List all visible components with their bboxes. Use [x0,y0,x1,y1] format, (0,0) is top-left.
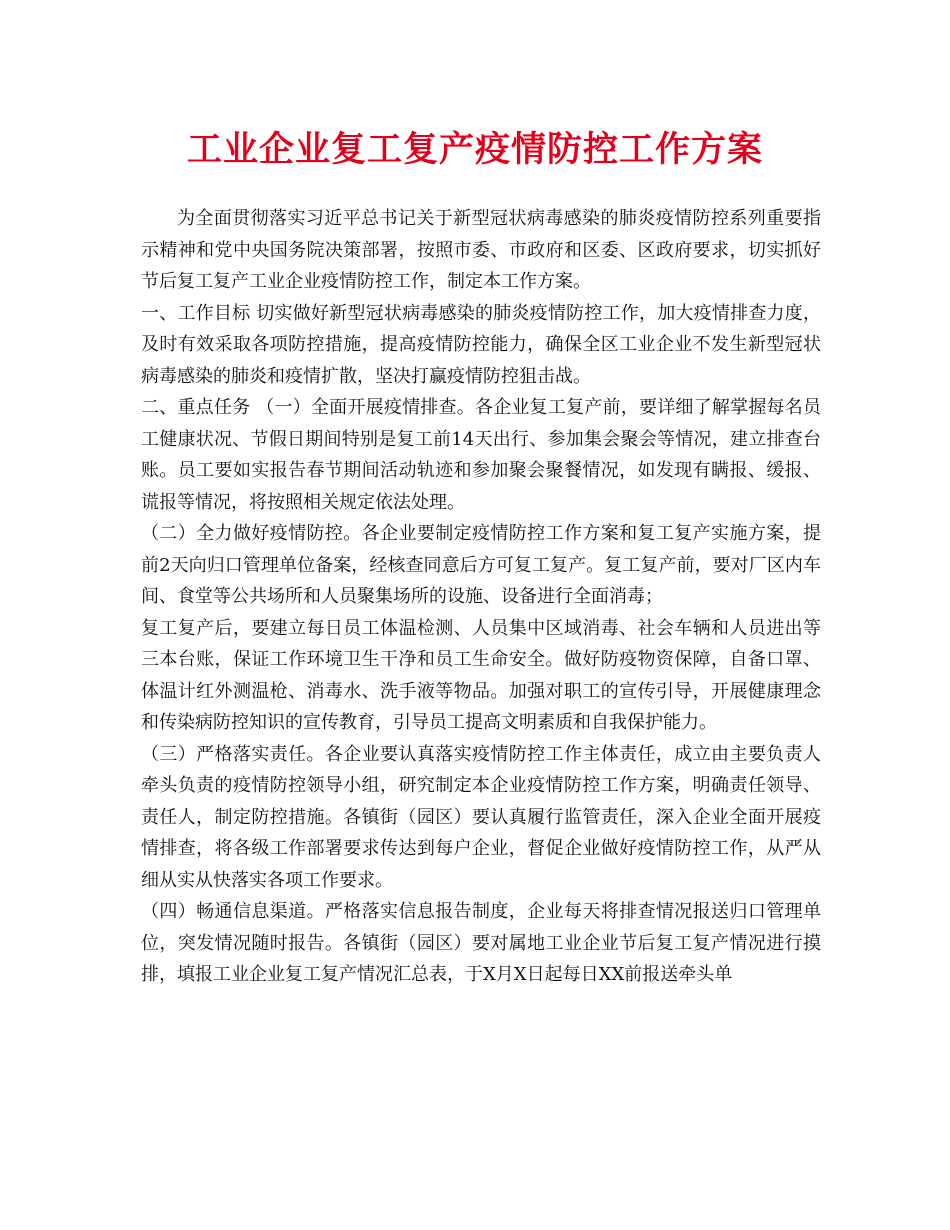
work-goal-paragraph: 一、工作目标 切实做好新型冠状病毒感染的肺炎疫情防控工作，加大疫情排查力度，及时有效采取各项防控措施，提高疫情防控能力，确保全区工业企业不发生新型冠状病毒感染的肺炎和疫情扩散，坚决打赢疫情防控狙击战。 [141,302,821,387]
after-resumption-paragraph: 复工复产后，要建立每日员工体温检测、人员集中区域消毒、社会车辆和人员进出等三本台账，保证工作环境卫生干净和员工生命安全。做好防疫物资保障，自备口罩、体温计红外测温枪、消毒水、洗手液等物品。加强对职工的宣传引导，开展健康理念和传染病防控知识的宣传教育，引导员工提高文明素质和自我保护能力。 [141,617,821,733]
responsibility-paragraph: （三）严格落实责任。各企业要认真落实疫情防控工作主体责任，成立由主要负责人牵头负责的疫情防控领导小组，研究制定本企业疫情防控工作方案，明确责任领导、责任人，制定防控措施。各镇街（园区）要认真履行监管责任，深入企业全面开展疫情排查，将各级工作部署要求传达到每户企业，督促企业做好疫情防控工作，从严从细从实从快落实各项工作要求。 [141,743,821,891]
intro-paragraph: 为全面贯彻落实习近平总书记关于新型冠状病毒感染的肺炎疫情防控系列重要指示精神和党中央国务院决策部署，按照市委、市政府和区委、区政府要求，切实抓好节后复工复产工业企业疫情防控工作，制定本工作方案。 [141,208,821,292]
key-task-prevention-paragraph: （二）全力做好疫情防控。各企业要制定疫情防控工作方案和复工复产实施方案，提前2天向归口管理单位备案，经核查同意后方可复工复产。复工复产前，要对厂区内车间、食堂等公共场所和人员聚集场所的设施、设备进行全面消毒； [141,523,821,607]
key-task-investigation-paragraph: 二、重点任务 （一）全面开展疫情排查。各企业复工复产前，要详细了解掌握每名员工健康状况、节假日期间特别是复工前14天出行、参加集会聚会等情况，建立排查台账。员工要如实报告春节期间活动轨迹和参加聚会聚餐情况，如发现有瞒报、缓报、谎报等情况，将按照相关规定依法处理。 [141,397,821,513]
document-body [141,203,821,991]
document-title: 工业企业复工复产疫情防控工作方案 [186,129,763,170]
information-channel-paragraph: （四）畅通信息渠道。严格落实信息报告制度，企业每天将排查情况报送归口管理单位，突发情况随时报告。各镇街（园区）要对属地工业企业节后复工复产情况进行摸排，填报工业企业复工复产情况汇总表，于X月X日起每日XX前报送牵头单 [141,901,821,985]
